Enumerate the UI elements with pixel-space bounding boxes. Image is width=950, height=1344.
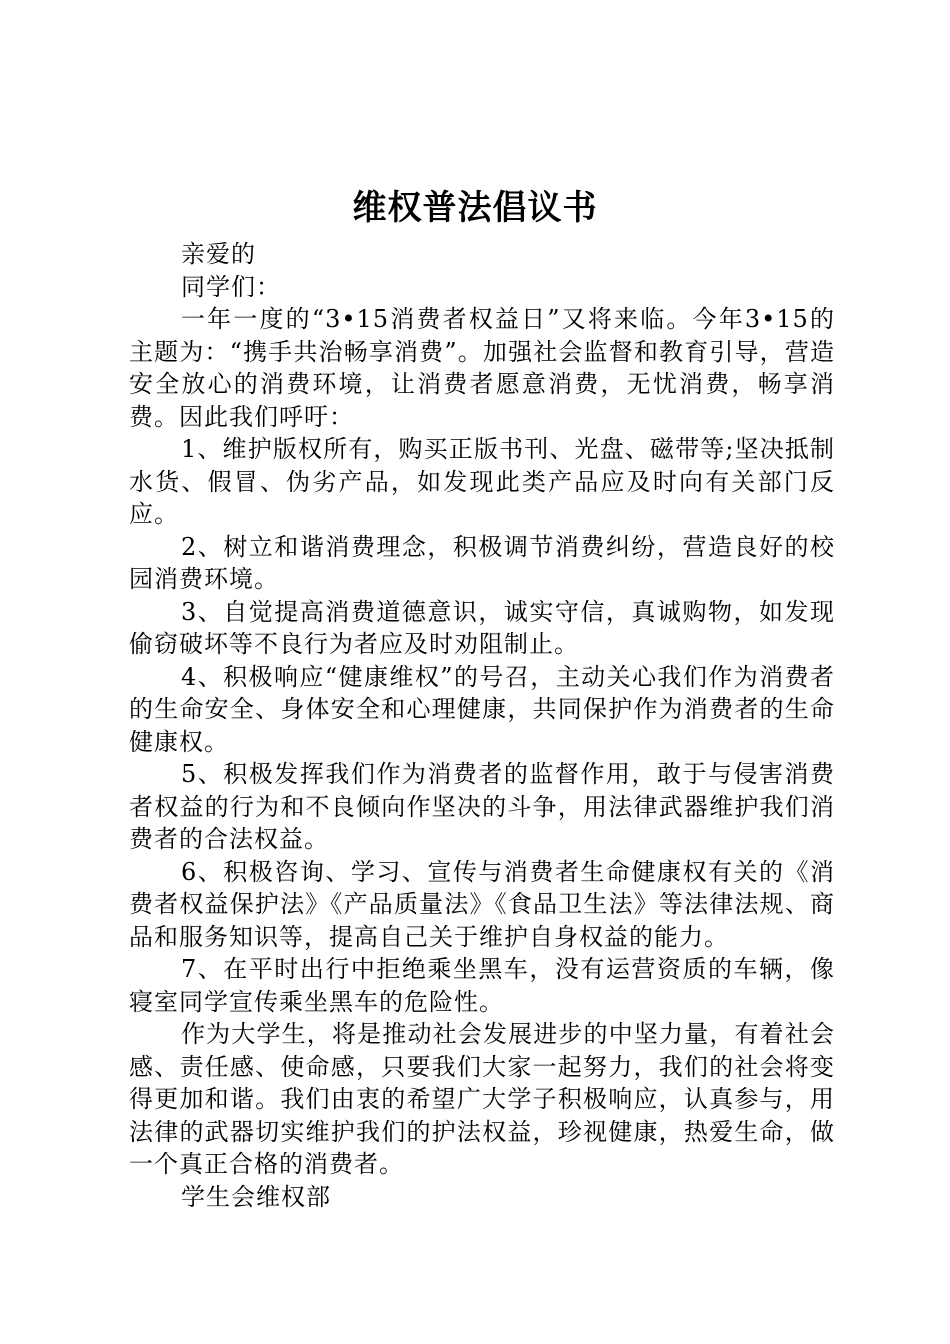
list-item: 6、积极咨询、学习、宣传与消费者生命健康权有关的《消费者权益保护法》《产品质量法》《食品卫生法》等法律法规、商品和服务知识等，提高自己关于维护自身权益的能力。 bbox=[129, 857, 835, 951]
document-title: 维权普法倡议书 bbox=[352, 188, 598, 228]
list-item: 3、自觉提高消费道德意识，诚实守信，真诚购物，如发现偷窃破坏等不良行为者应及时劝阻制止。 bbox=[129, 597, 835, 658]
intro-paragraph: 一年一度的“3•15消费者权益日”又将来临。今年3•15的主题为：“携手共治畅享消费”。加强社会监督和教育引导，营造安全放心的消费环境，让消费者愿意消费，无忧消费，畅享消费。因此我们呼吁： bbox=[129, 305, 835, 431]
list-item: 2、树立和谐消费理念，积极调节消费纠纷，营造良好的校园消费环境。 bbox=[129, 532, 835, 593]
list-item: 4、积极响应“健康维权”的号召，主动关心我们作为消费者的生命安全、身体安全和心理健康，共同保护作为消费者的生命健康权。 bbox=[129, 662, 835, 756]
salutation-line-1: 亲爱的 bbox=[181, 240, 256, 268]
document-body bbox=[129, 238, 835, 1213]
signature: 学生会维权部 bbox=[181, 1182, 331, 1211]
list-item: 1、维护版权所有，购买正版书刊、光盘、磁带等;坚决抵制水货、假冒、伪劣产品，如发现此类产品应及时向有关部门反应。 bbox=[129, 435, 835, 528]
closing-paragraph: 作为大学生，将是推动社会发展进步的中坚力量，有着社会感、责任感、使命感，只要我们大家一起努力，我们的社会将变得更加和谐。我们由衷的希望广大学子积极响应，认真参与，用法律的武器切实维护我们的护法权益，珍视健康，热爱生命，做一个真正合格的消费者。 bbox=[129, 1020, 835, 1178]
salutation-line-2: 同学们： bbox=[181, 272, 281, 301]
list-item: 5、积极发挥我们作为消费者的监督作用，敢于与侵害消费者权益的行为和不良倾向作坚决的斗争，用法律武器维护我们消费者的合法权益。 bbox=[129, 760, 835, 853]
list-item: 7、在平时出行中拒绝乘坐黑车，没有运营资质的车辆，像寝室同学宣传乘坐黑车的危险性。 bbox=[129, 955, 835, 1016]
